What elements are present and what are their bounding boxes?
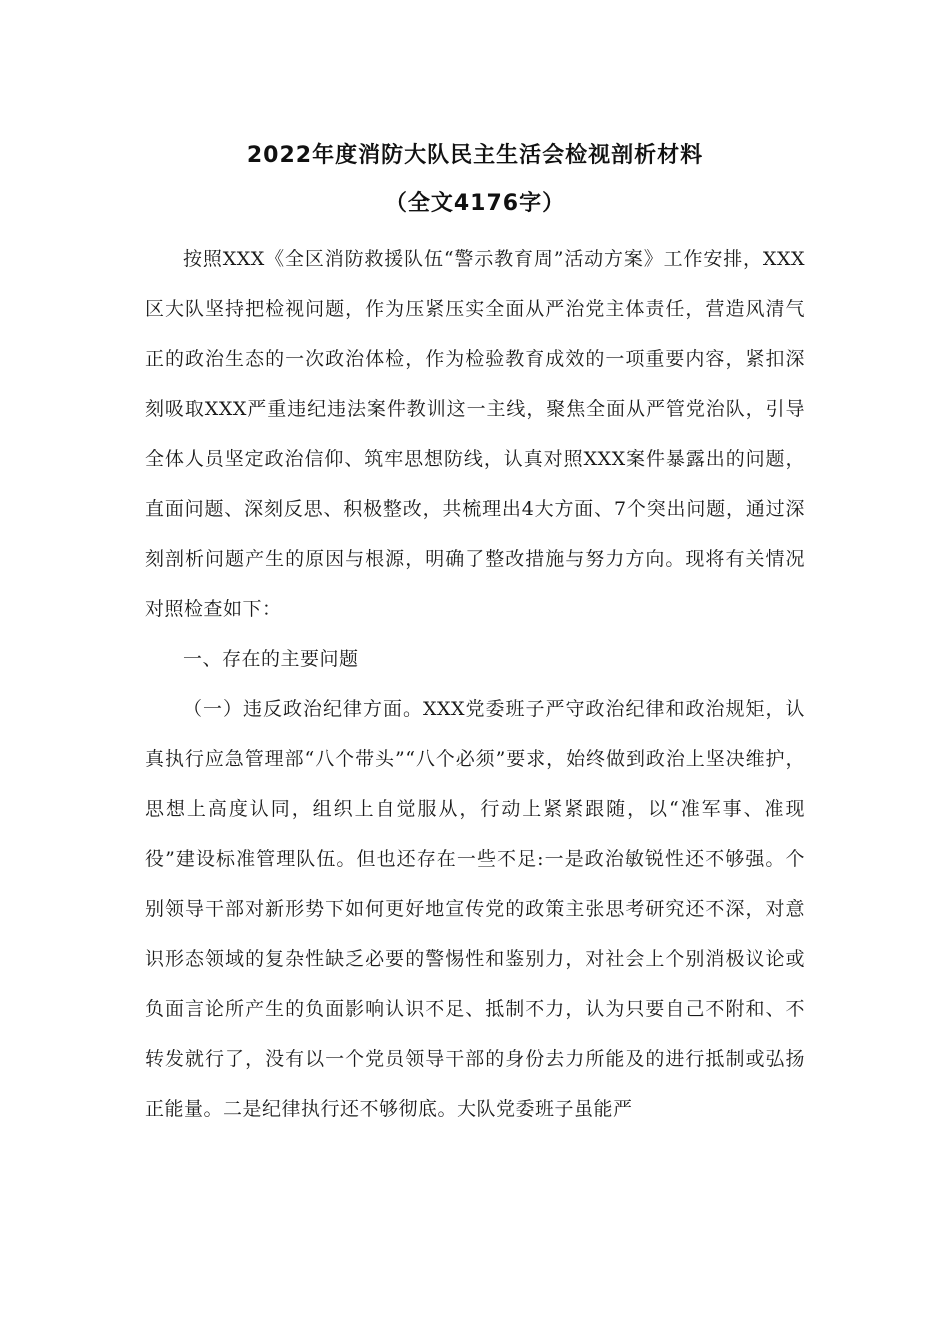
document-subtitle: （全文4176字） [384, 191, 566, 216]
intro-paragraph: 按照XXX《全区消防救援队伍“警示教育周”活动方案》工作安排，XXX区大队坚持把检视问题，作为压紧压实全面从严治党主体责任，营造风清气正的政治生态的一次政治体检，作为检验教育成效的一项重要内容，紧扣深刻吸取XXX严重违纪违法案件教训这一主线，聚焦全面从严管党治队，引导全体人员坚定政治信仰、筑牢思想防线，认真对照XXX案件暴露出的问题，直面问题、深刻反思、积极整改，共梳理出4大方面、7个突出问题，通过深刻剖析问题产生的原因与根源，明确了整改措施与努力方向。现将有关情况对照检查如下： [145, 248, 805, 620]
section-paragraph: （一）违反政治纪律方面。XXX党委班子严守政治纪律和政治规矩，认真执行应急管理部“八个带头”“八个必须”要求，始终做到政治上坚决维护，思想上高度认同，组织上自觉服从，行动上紧紧跟随，以“准军事、准现役”建设标准管理队伍。但也还存在一些不足:一是政治敏锐性还不够强。个别领导干部对新形势下如何更好地宣传党的政策主张思考研究还不深，对意识形态领域的复杂性缺乏必要的警惕性和鉴别力，对社会上个别消极议论或负面言论所产生的负面影响认识不足、抵制不力，认为只要自己不附和、不转发就行了，没有以一个党员领导干部的身份去力所能及的进行抵制或弘扬正能量。二是纪律执行还不够彻底。大队党委班子虽能严 [145, 698, 805, 1120]
section-heading: 一、存在的主要问题 [183, 648, 359, 670]
document-body [145, 234, 805, 1134]
document-title: 2022年度消防大队民主生活会检视剖析材料 [246, 143, 704, 168]
